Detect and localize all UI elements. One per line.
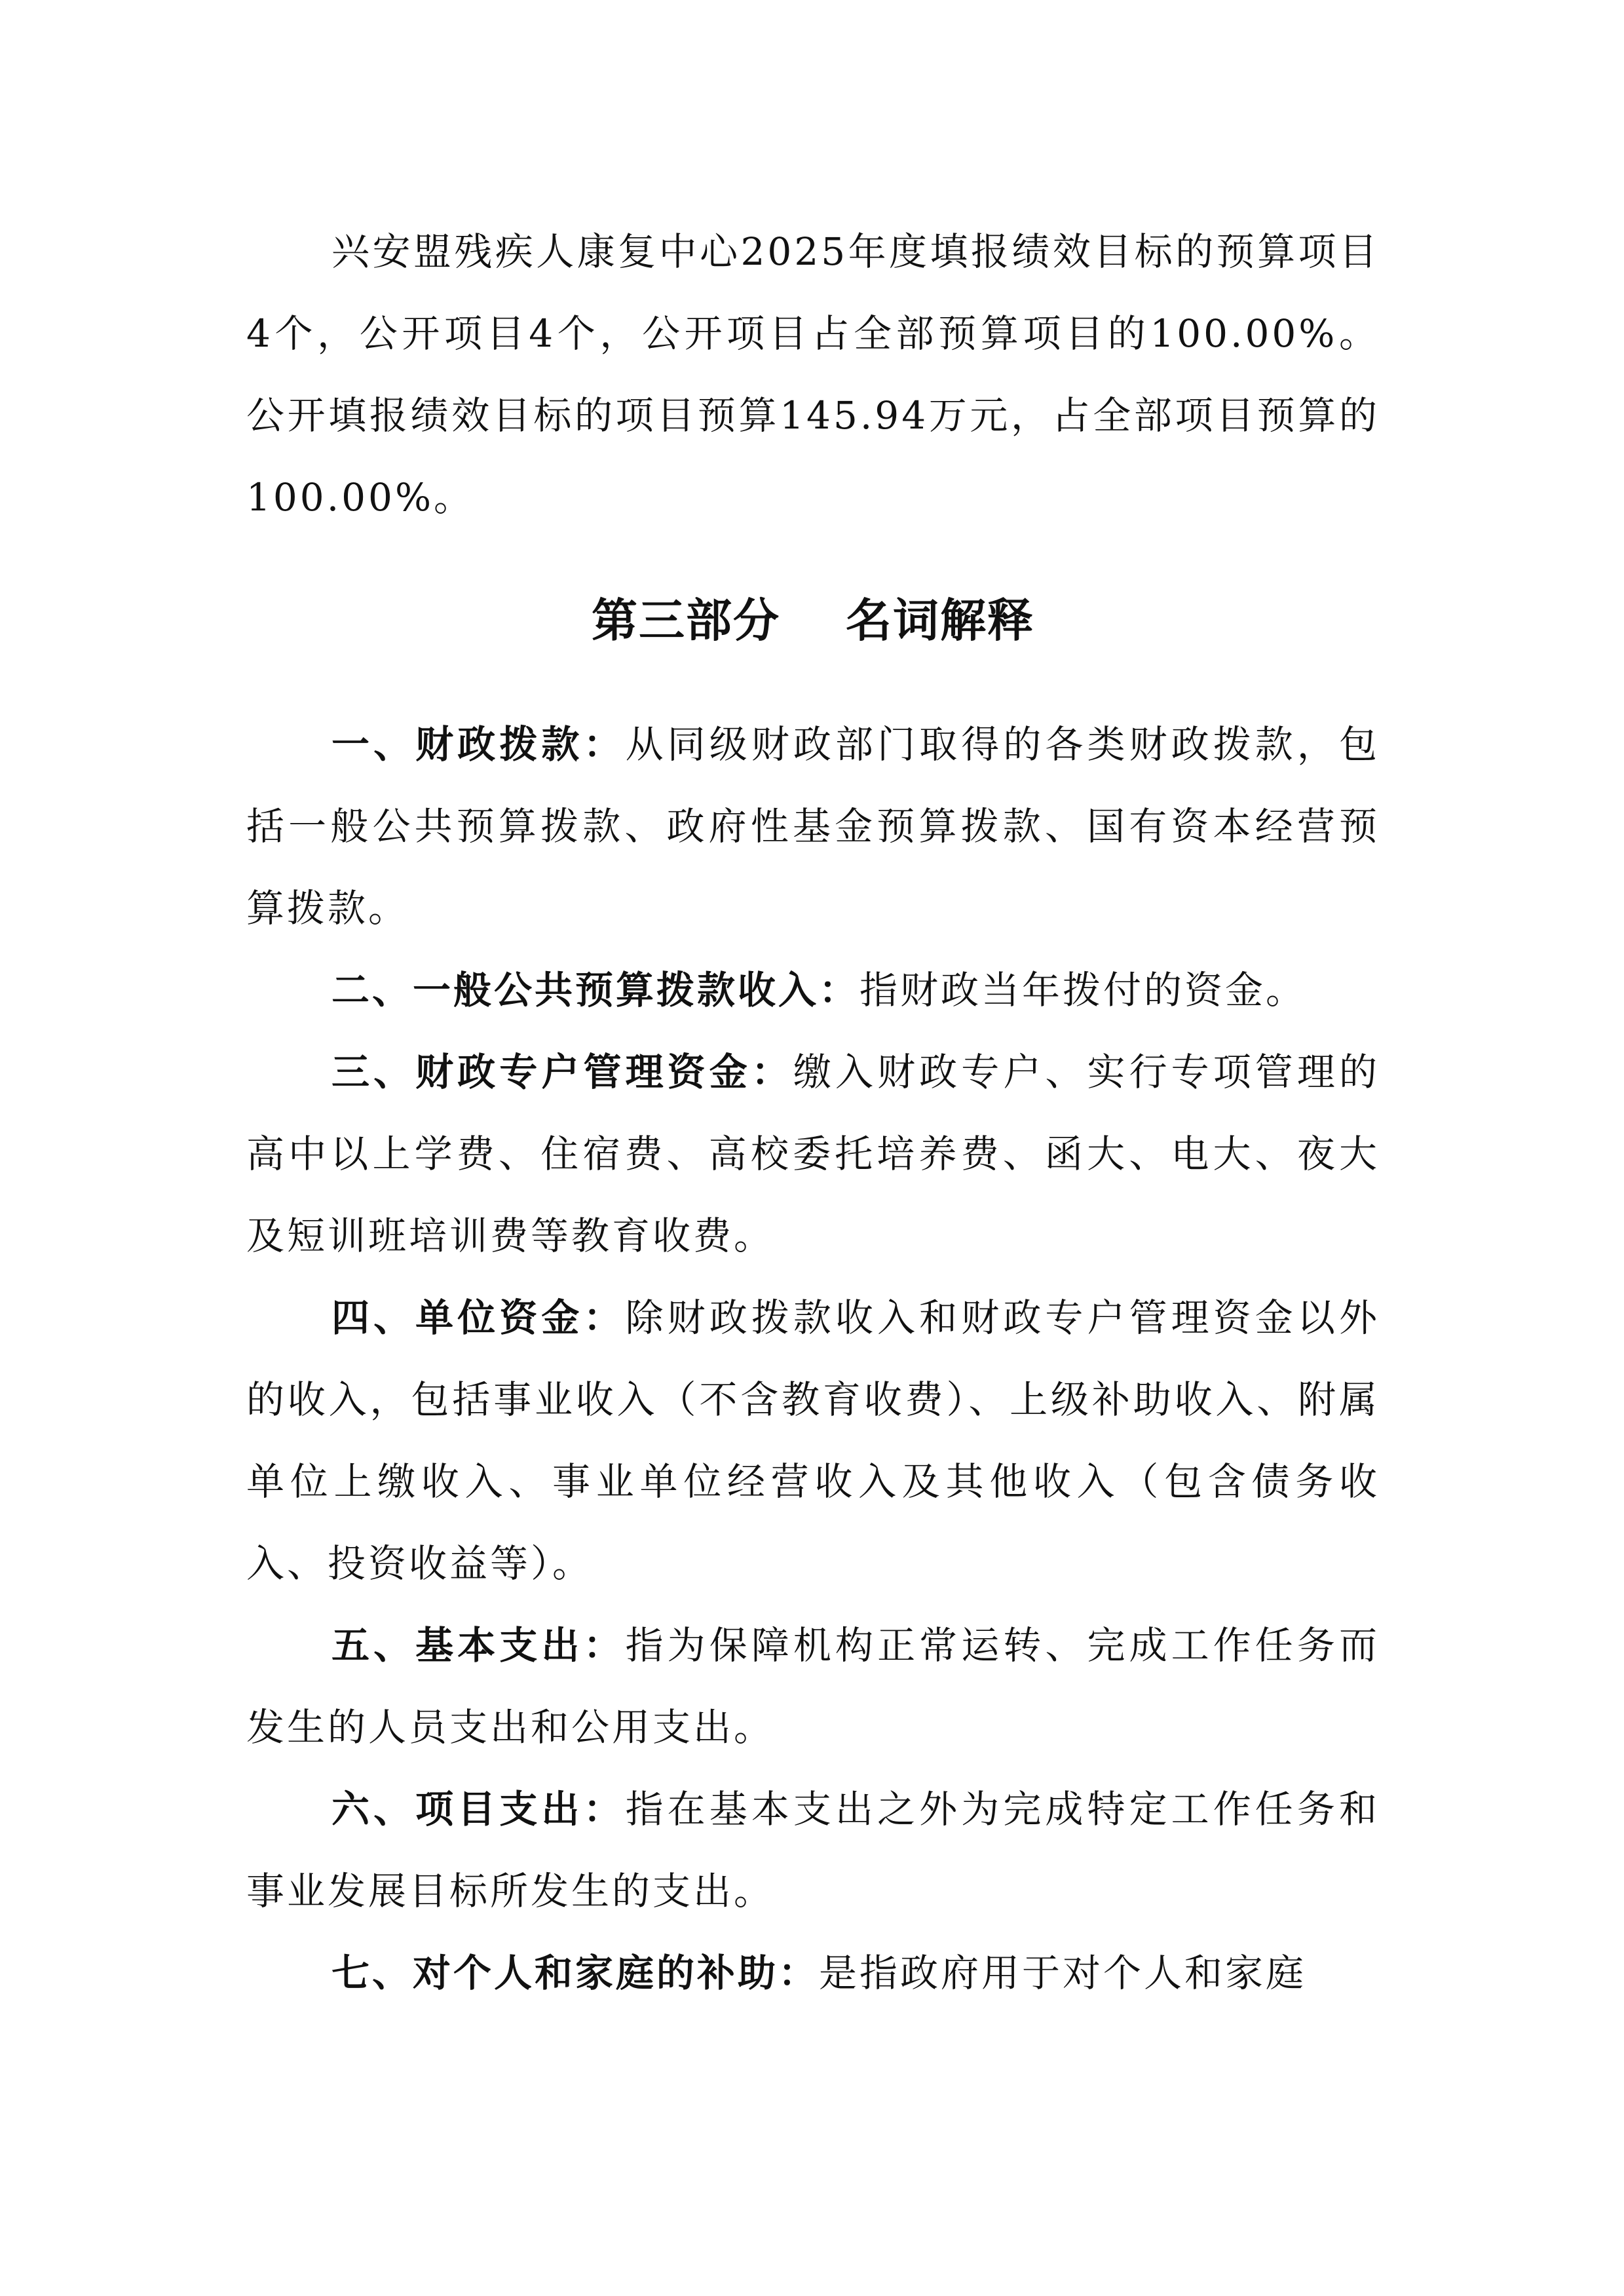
definition-paragraph <box>246 949 1380 1031</box>
definition-term: 六、项目支出： <box>331 1787 626 1831</box>
page-content <box>246 211 1380 2014</box>
intro-paragraph: 兴安盟残疾人康复中心2025年度填报绩效目标的预算项目4个，公开项目4个，公开项目占全部预算项目的100.00%。公开填报绩效目标的项目预算145.94万元，占全部项目预算的100.00%。 <box>246 229 1380 520</box>
definition-paragraph <box>246 1769 1380 1932</box>
definition-text: 是指政府用于对个人和家庭 <box>819 1951 1307 1995</box>
definition-term: 三、财政专户管理资金： <box>331 1050 793 1094</box>
definition-text: 缴入财政专户、实行专项管理的高中以上学费、住宿费、高校委托培养费、函大、电大、夜大及短训班培训费等教育收费。 <box>246 1050 1380 1258</box>
definition-term: 五、基本支出： <box>331 1623 626 1668</box>
definition-text: 从同级财政部门取得的各类财政拨款，包括一般公共预算拨款、政府性基金预算拨款、国有资本经营预算拨款。 <box>246 722 1380 930</box>
definition-paragraph <box>246 1932 1380 2014</box>
section-heading <box>246 578 1380 663</box>
definition-paragraph <box>246 1277 1380 1605</box>
definition-paragraph <box>246 1031 1380 1277</box>
definition-text: 指为保障机构正常运转、完成工作任务而发生的人员支出和公用支出。 <box>246 1623 1380 1750</box>
definition-term: 二、一般公共预算拨款收入： <box>331 968 860 1012</box>
definition-term: 七、对个人和家庭的补助： <box>331 1951 820 1995</box>
definition-term: 一、财政拨款： <box>331 722 626 767</box>
section-title: 名词解释 <box>846 593 1034 647</box>
definition-term: 四、单位资金： <box>331 1295 626 1340</box>
definition-text: 除财政拨款收入和财政专户管理资金以外的收入，包括事业收入（不含教育收费）、上级补助收入、附属单位上缴收入、事业单位经营收入及其他收入（包含债务收入、投资收益等）。 <box>246 1295 1380 1586</box>
section-part-label: 第三部分 <box>592 593 780 647</box>
definition-paragraph <box>246 704 1380 949</box>
definition-text: 指财政当年拨付的资金。 <box>859 968 1307 1012</box>
definition-text: 指在基本支出之外为完成特定工作任务和事业发展目标所发生的支出。 <box>246 1787 1380 1913</box>
definition-paragraph <box>246 1605 1380 1769</box>
